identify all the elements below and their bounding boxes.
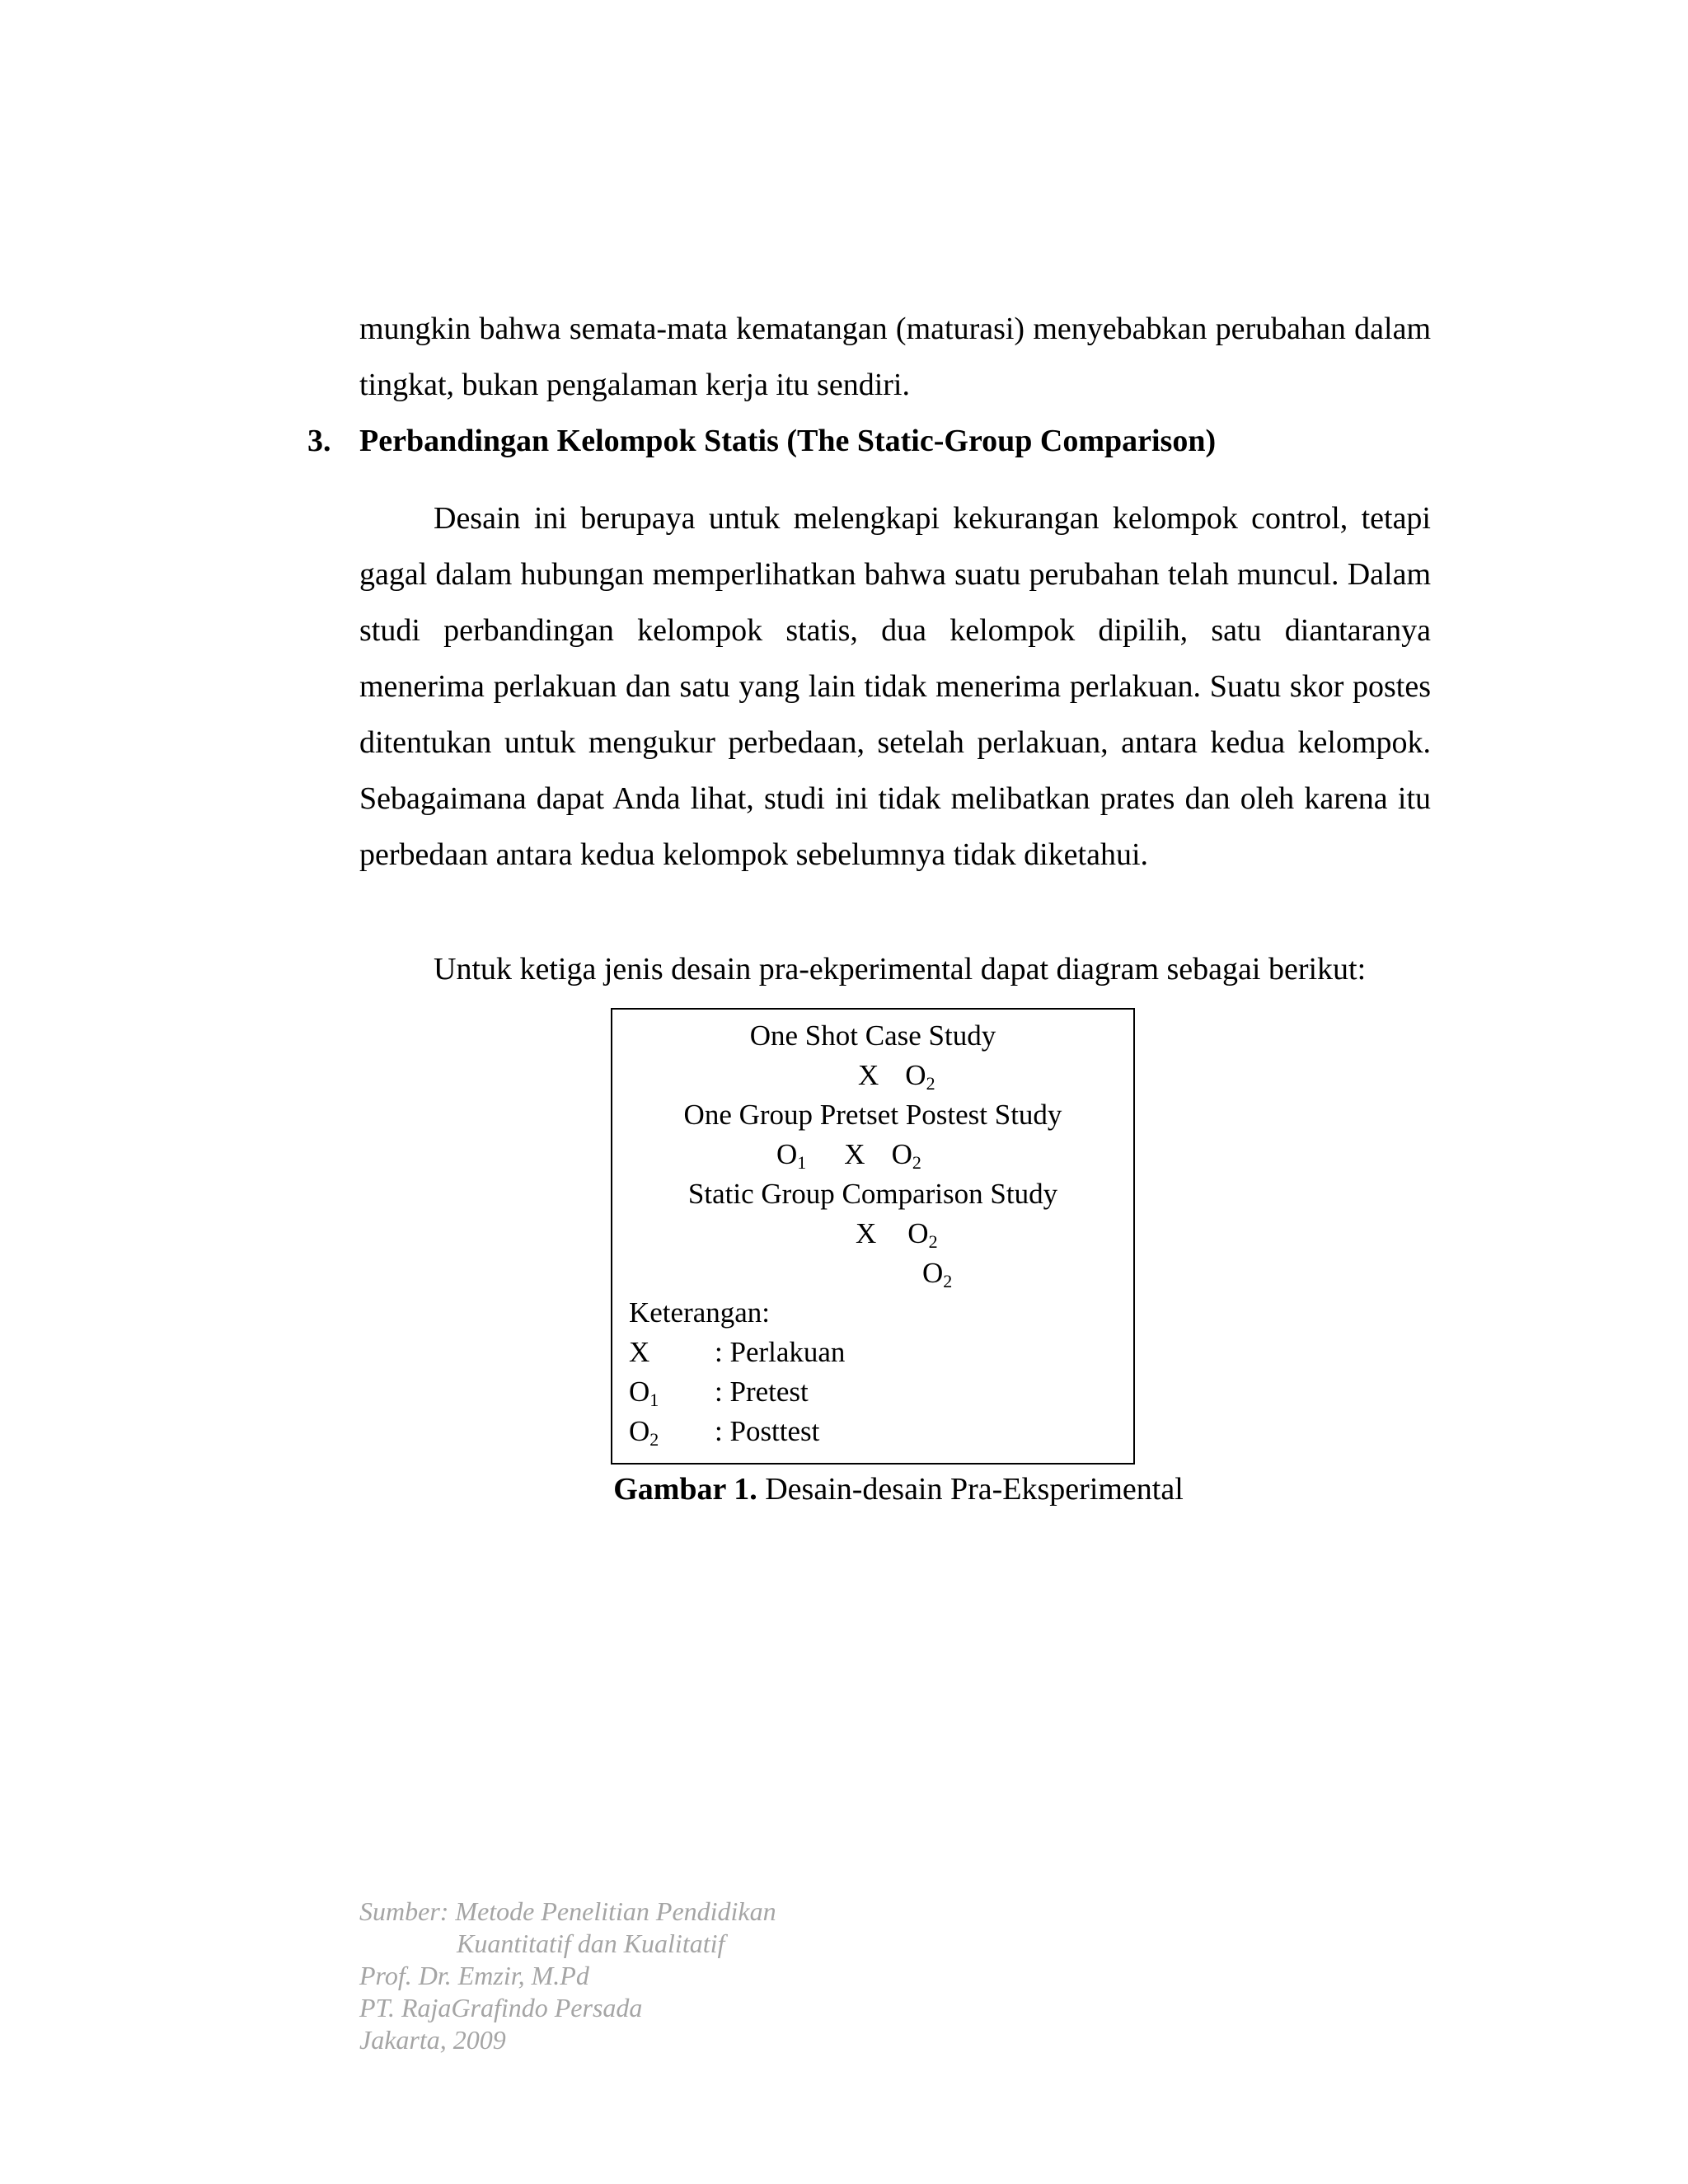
legend-row-posttest bbox=[629, 1413, 819, 1450]
source-line: Prof. Dr. Emzir, M.Pd bbox=[359, 1961, 589, 1990]
legend-desc: : Pretest bbox=[715, 1376, 809, 1408]
source-line: Jakarta, 2009 bbox=[359, 2025, 506, 2055]
treatment-symbol: X bbox=[858, 1059, 879, 1091]
design2-title: One Group Pretset Postest Study bbox=[683, 1099, 1062, 1131]
design3-notation-row1 bbox=[856, 1216, 938, 1252]
source-line: Sumber: Metode Penelitian Pendidikan bbox=[359, 1896, 776, 1926]
design3-notation-row2 bbox=[922, 1255, 952, 1291]
body-paragraph-text: Desain ini berupaya untuk melengkapi kekurangan kelompok control, tetapi gagal dalam hubungan memperlihatkan bahwa suatu perubahan telah muncul. Dalam studi perbandingan kelompok statis, dua kelompok dipilih, satu diantaranya menerima perlakuan dan satu yang lain tidak menerima perlakuan. Suatu skor postes ditentukan untuk mengukur perbedaan, setelah perlakuan, antara kedua kelompok. Sebagaimana dapat Anda lihat, studi ini tidak melibatkan prates dan oleh karena itu perbedaan antara kedua kelompok sebelumnya tidak diketahui. bbox=[359, 501, 1431, 872]
continuation-paragraph: mungkin bahwa semata-mata kematangan (maturasi) menyebabkan perubahan dalam tingkat, bukan pengalaman kerja itu sendiri. bbox=[359, 312, 1431, 402]
design1-title: One Shot Case Study bbox=[749, 1019, 996, 1052]
design2-notation bbox=[776, 1137, 921, 1173]
caption-label: Gambar 1. bbox=[613, 1472, 757, 1507]
legend-symbol: $O_1$ bbox=[629, 1376, 659, 1410]
section-number: 3. bbox=[307, 424, 331, 458]
caption-text: Desain-desain Pra-Eksperimental bbox=[765, 1472, 1184, 1507]
section-heading bbox=[307, 416, 1216, 466]
legend-desc: : Posttest bbox=[715, 1415, 820, 1447]
source-citation bbox=[359, 1896, 776, 2056]
legend-row-treatment bbox=[629, 1334, 845, 1371]
design1-notation bbox=[858, 1057, 935, 1094]
pretest-symbol: $O_1$ bbox=[776, 1138, 807, 1173]
posttest-symbol: $O_2$ bbox=[922, 1257, 953, 1291]
legend-symbol: $O_2$ bbox=[629, 1415, 659, 1450]
body-paragraph bbox=[359, 490, 1431, 883]
design3-title: Static Group Comparison Study bbox=[687, 1178, 1058, 1210]
source-line: PT. RajaGrafindo Persada bbox=[359, 1993, 643, 2022]
legend-desc: : Perlakuan bbox=[715, 1336, 846, 1368]
design-diagram-box bbox=[611, 1008, 1135, 1465]
legend-symbol: X bbox=[629, 1336, 650, 1368]
figure-caption bbox=[0, 1469, 1688, 1510]
posttest-symbol: $O_2$ bbox=[905, 1059, 935, 1094]
source-line: Kuantitatif dan Kualitatif bbox=[457, 1929, 725, 1958]
posttest-symbol: $O_2$ bbox=[891, 1138, 921, 1173]
posttest-symbol: $O_2$ bbox=[907, 1217, 938, 1252]
legend-heading: Keterangan: bbox=[629, 1296, 771, 1329]
treatment-symbol: X bbox=[856, 1217, 877, 1249]
legend-row-pretest bbox=[629, 1374, 809, 1410]
treatment-symbol: X bbox=[844, 1138, 865, 1170]
intro-paragraph bbox=[359, 941, 1431, 997]
intro-paragraph-text: Untuk ketiga jenis desain pra-ekperimental dapat diagram sebagai berikut: bbox=[434, 952, 1367, 987]
section-title: Perbandingan Kelompok Statis (The Static-Group Comparison) bbox=[359, 424, 1217, 458]
